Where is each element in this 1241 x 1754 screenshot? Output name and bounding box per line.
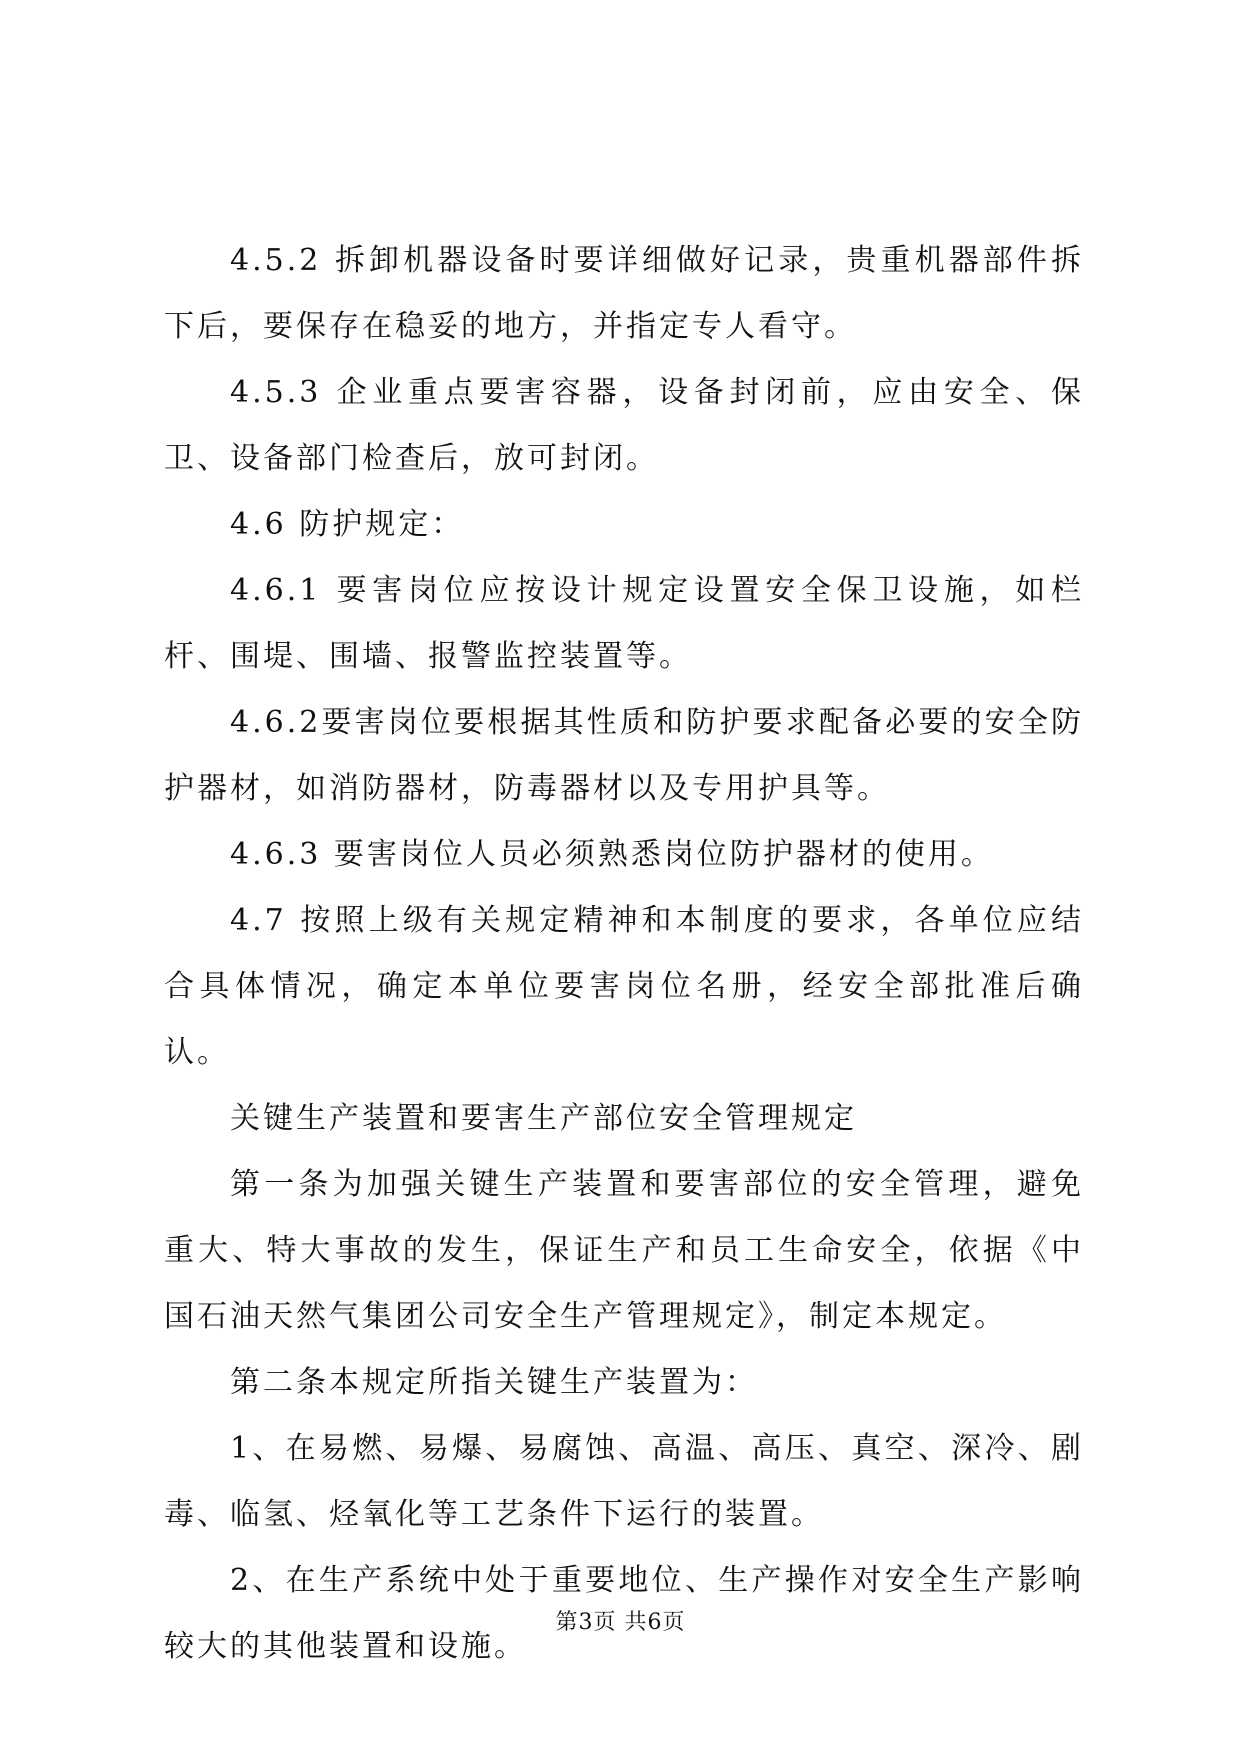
article-1: 第一条为加强关键生产装置和要害部位的安全管理，避免重大、特大事故的发生，保证生产和员工生命安全，依据《中国石油天然气集团公司安全生产管理规定》，制定本规定。	[164, 1167, 1084, 1334]
page-number-footer: 第3页 共6页	[555, 1610, 686, 1635]
list-item-1: 1、在易燃、易爆、易腐蚀、高温、高压、真空、深冷、剧毒、临氢、烃氧化等工艺条件下运行的装置。	[164, 1431, 1084, 1532]
paragraph-4-7: 4.7 按照上级有关规定精神和本制度的要求，各单位应结合具体情况，确定本单位要害岗位名册，经安全部批准后确认。	[164, 903, 1084, 1070]
list-item-2: 2、在生产系统中处于重要地位、生产操作对安全生产影响较大的其他装置和设施。	[164, 1563, 1084, 1664]
paragraph-4-6-1: 4.6.1 要害岗位应按设计规定设置安全保卫设施，如栏杆、围堤、围墙、报警监控装置等。	[164, 573, 1084, 674]
article-2: 第二条本规定所指关键生产装置为：	[230, 1365, 758, 1400]
paragraph-4-6-2: 4.6.2要害岗位要根据其性质和防护要求配备必要的安全防护器材，如消防器材，防毒器材以及专用护具等。	[164, 705, 1084, 806]
paragraph-4-6-3: 4.6.3 要害岗位人员必须熟悉岗位防护器材的使用。	[230, 837, 994, 872]
paragraph-4-5-3: 4.5.3 企业重点要害容器，设备封闭前，应由安全、保卫、设备部门检查后，放可封闭。	[164, 375, 1084, 476]
paragraph-4-5-2: 4.5.2 拆卸机器设备时要详细做好记录，贵重机器部件拆下后，要保存在稳妥的地方，并指定专人看守。	[164, 243, 1084, 344]
body-text	[164, 228, 1084, 1680]
paragraph-4-6: 4.6 防护规定：	[230, 507, 465, 542]
section-heading: 关键生产装置和要害生产部位安全管理规定	[230, 1101, 857, 1136]
